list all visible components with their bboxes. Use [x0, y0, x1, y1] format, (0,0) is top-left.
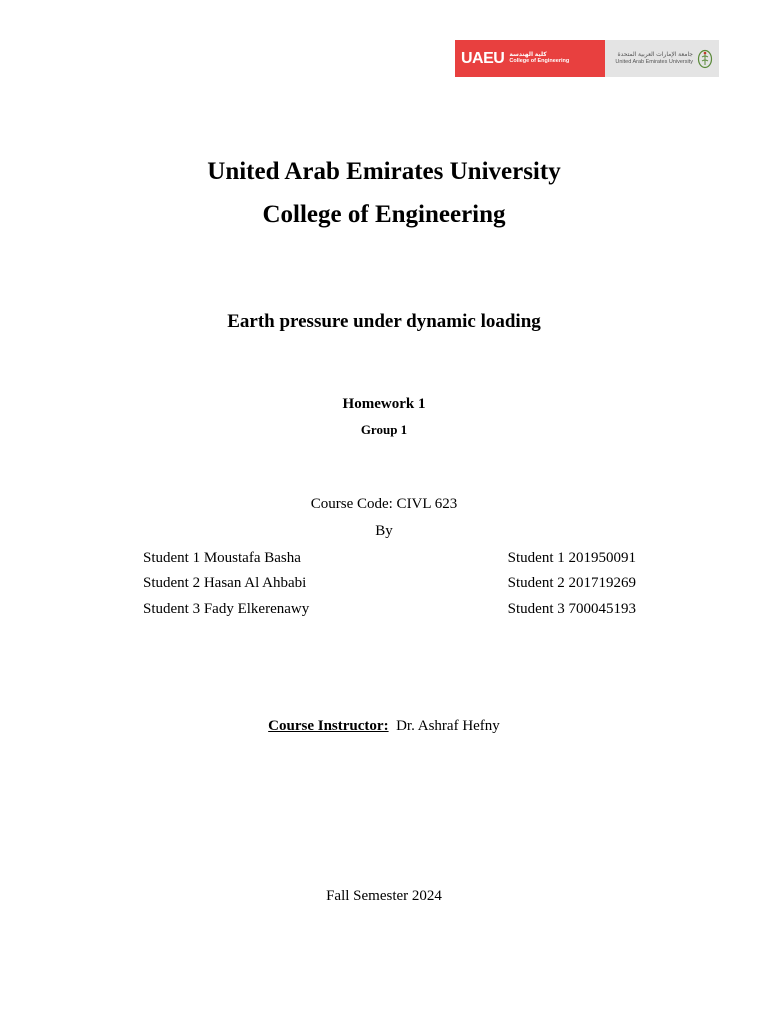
- college-name-arabic: كلية الهندسة: [509, 52, 547, 59]
- student-id: Student 1 201950091: [507, 550, 636, 566]
- university-name-arabic: جامعة الإمارات العربية المتحدة: [617, 52, 693, 59]
- college-name-english: College of Engineering: [509, 57, 570, 64]
- university-emblem-icon: [697, 49, 713, 69]
- instructor-name: Dr. Ashraf Hefny: [396, 718, 500, 734]
- report-subject: Earth pressure under dynamic loading: [227, 311, 541, 332]
- instructor-label: Course Instructor:: [268, 718, 389, 734]
- university-logo-panel: [605, 40, 719, 77]
- student-name: Student 2 Hasan Al Ahbabi: [143, 575, 307, 591]
- university-name-english: United Arab Emirates University: [615, 58, 693, 65]
- uaeu-wordmark: UAEU: [461, 49, 505, 67]
- instructor-line: [0, 718, 768, 735]
- group-label: Group 1: [360, 422, 408, 437]
- student-name: Student 3 Fady Elkerenawy: [143, 601, 310, 617]
- college-name-block: [509, 52, 569, 64]
- by-label: By: [375, 523, 393, 539]
- university-title: United Arab Emirates University: [207, 158, 561, 185]
- uaeu-logo-banner: [455, 40, 719, 77]
- university-name-block: [615, 52, 693, 65]
- college-title: College of Engineering: [262, 201, 506, 228]
- student-id: Student 3 700045193: [507, 601, 636, 617]
- semester-label: Fall Semester 2024: [326, 888, 442, 904]
- course-code: Course Code: CIVL 623: [310, 496, 458, 512]
- college-logo-panel: [455, 40, 605, 77]
- student-name: Student 1 Moustafa Basha: [143, 550, 301, 566]
- homework-label: Homework 1: [342, 396, 426, 412]
- student-id: Student 2 201719269: [507, 575, 636, 591]
